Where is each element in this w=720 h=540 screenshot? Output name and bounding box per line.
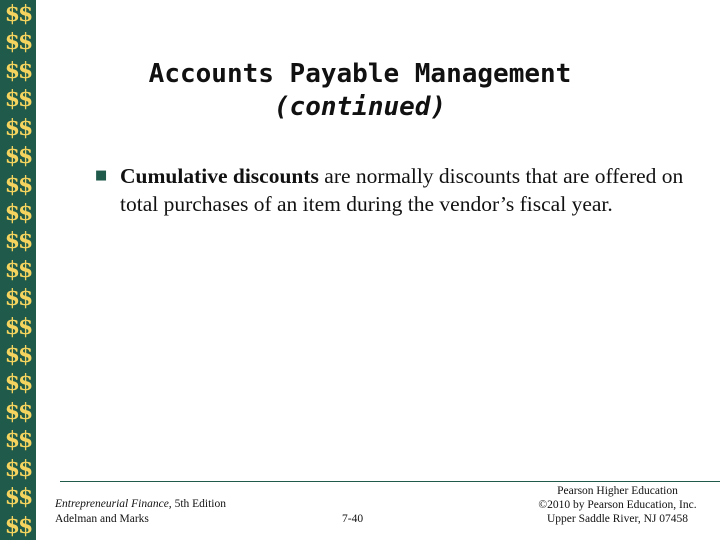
- dollar-sign-mark: $$: [4, 512, 32, 539]
- square-bullet-icon: ■: [95, 168, 108, 183]
- dollar-sign-mark: $$: [4, 285, 32, 312]
- dollar-sign-mark: $$: [4, 484, 32, 511]
- dollar-sign-mark: $$: [4, 256, 32, 283]
- footer-authors: Adelman and Marks: [55, 513, 149, 525]
- bullet-rest: are normally discounts that are offered on total purchases of an item during the vendor’s fiscal year.: [120, 164, 684, 216]
- slide-title: [60, 58, 660, 124]
- dollar-sign-mark: $$: [4, 114, 32, 141]
- bullet-item: [95, 162, 685, 218]
- dollar-sign-mark: $$: [4, 199, 32, 226]
- dollar-sign-mark: $$: [4, 228, 32, 255]
- dollar-sign-mark: $$: [4, 427, 32, 454]
- publisher-line-3: Upper Saddle River, NJ 07458: [546, 513, 689, 525]
- footer-book-title: Entrepreneurial Finance,: [55, 498, 172, 510]
- dollar-sign-mark: $$: [4, 398, 32, 425]
- footer-publisher: [520, 484, 715, 526]
- dollar-sign-mark: $$: [4, 313, 32, 340]
- dollar-sign-mark: $$: [4, 171, 32, 198]
- dollar-sign-mark: $$: [4, 143, 32, 170]
- publisher-line-1: Pearson Higher Education: [557, 485, 678, 497]
- bullet-bold-term: Cumulative discounts: [120, 164, 319, 188]
- footer-edition: 5th Edition: [171, 498, 226, 510]
- title-line-2: (continued): [273, 92, 447, 122]
- dollar-sign-mark: $$: [4, 342, 32, 369]
- dollar-sign-sidebar: [0, 0, 36, 540]
- dollar-sign-mark: $$: [4, 1, 32, 27]
- bullet-text: [120, 162, 685, 218]
- dollar-sign-mark: $$: [4, 29, 32, 56]
- footer-divider: [60, 481, 720, 482]
- dollar-sign-mark: $$: [4, 455, 32, 482]
- dollar-sign-mark: $$: [4, 86, 32, 113]
- title-line-1: Accounts Payable Management: [148, 59, 572, 89]
- dollar-sign-mark: $$: [4, 370, 32, 397]
- page-number: 7-40: [342, 513, 364, 525]
- footer-book-line: [55, 497, 226, 512]
- footer-book-info: [55, 497, 226, 527]
- publisher-line-2: ©2010 by Pearson Education, Inc.: [538, 499, 697, 511]
- dollar-sign-mark: $$: [4, 57, 32, 84]
